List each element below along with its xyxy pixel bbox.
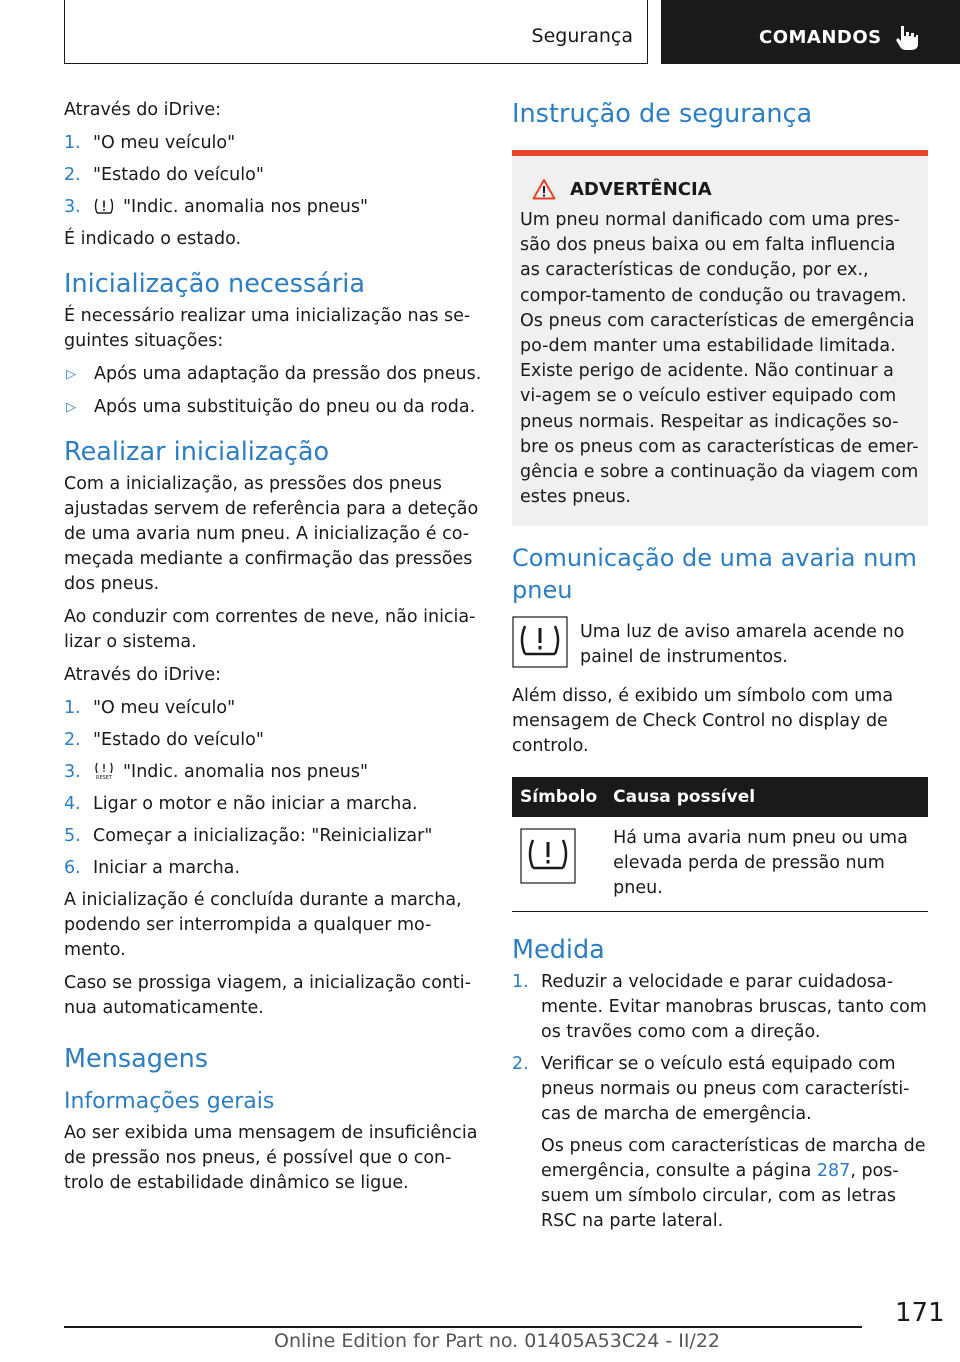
heading-general-info: Informações gerais — [64, 1089, 275, 1114]
symbol-table — [512, 777, 928, 912]
measure-list — [512, 970, 928, 1127]
init-steps-list — [64, 696, 482, 881]
triangle-bullet-icon: ▷ — [66, 367, 76, 382]
footer-edition: Online Edition for Part no. 01405A53C24 - II/22 — [274, 1330, 721, 1352]
list-item: ▷ Após uma substituição do pneu ou da roda. — [64, 395, 482, 420]
tire-reset-icon — [93, 762, 115, 780]
do-init-paragraph-1: Com a inicialização, as pressões dos pneus ajustadas servem de referência para a deteção de uma avaria num pneu. A inicialização é co-meçada mediante a confirmação das pressões dos pneus. — [64, 474, 479, 594]
fault-lamp-row — [512, 616, 928, 670]
header-chapter-box — [661, 0, 960, 64]
warning-triangle-icon — [532, 178, 556, 200]
list-item: 1. "O meu veículo" — [64, 133, 236, 153]
warning-text: Um pneu normal danificado com uma pres-são dos pneus baixa ou em falta influencia as características de condução, por ex., compor-tamento de condução ou travagem. Os pneus com características de emergência po-dem manter uma estabilidade limitada. Existe perigo de acidente. Não continuar a vi-agem se o veículo estiver equipado com pneus normais. Respeitar as indicações so-bre os pneus com as características de emer-gência e sobre a continuação da viagem com estes pneus. — [520, 210, 919, 508]
list-item: 3. RESET "Indic. anomalia nos pneus" — [64, 762, 369, 782]
warning-title: ADVERTÊNCIA — [520, 178, 920, 200]
heading-do-init: Realizar inicialização — [64, 437, 330, 467]
svg-text:RESET: RESET — [95, 775, 113, 780]
table-cell-cause: Há uma avaria num pneu ou uma elevada perda de pressão num pneu. — [605, 817, 928, 912]
situations-list — [64, 362, 482, 420]
list-item: 1. "O meu veículo" — [64, 698, 236, 718]
general-info-text: Ao ser exibida uma mensagem de insuficiência de pressão nos pneus, é possível que o con-trolo de estabilidade dinâmico se ligue. — [64, 1123, 478, 1193]
right-column — [512, 98, 928, 1242]
list-item: 4. Ligar o motor e não iniciar a marcha. — [64, 794, 418, 814]
idrive-intro: Através do iDrive: — [64, 100, 222, 120]
header-section-title: Segurança — [531, 25, 633, 47]
tire-pressure-warning-icon — [512, 616, 568, 668]
heading-measure: Medida — [512, 935, 605, 966]
after-paragraph-1: A inicialização é concluída durante a marcha, podendo ser interrompida a qualquer mo-mento. — [64, 890, 462, 960]
fault-text: Além disso, é exibido um símbolo com uma mensagem de Check Control no display de controlo. — [512, 686, 894, 757]
do-init-paragraph-2: Ao conduzir com correntes de neve, não inicia-lizar o sistema. — [64, 607, 476, 652]
measure-extra-text: Os pneus com características de marcha de emergência, consulte a página 287, pos-suem um símbolo circular, com as letras RSC na parte lateral. — [541, 1136, 926, 1232]
table-header-symbol: Símbolo — [512, 777, 605, 817]
header-section-box — [64, 0, 648, 64]
heading-messages: Mensagens — [64, 1044, 209, 1074]
triangle-bullet-icon: ▷ — [66, 400, 76, 415]
page-number: 171 — [895, 1298, 945, 1328]
status-steps-list — [64, 131, 482, 220]
footer-divider — [64, 1326, 862, 1328]
status-text: É indicado o estado. — [64, 229, 242, 249]
list-item: 3. "Indic. anomalia nos pneus" — [64, 197, 369, 217]
page-reference-link[interactable]: 287 — [816, 1161, 851, 1182]
list-item: 1. Reduzir a velocidade e parar cuidadosa-mente. Evitar manobras bruscas, tanto com os travões como com a direção. — [512, 972, 927, 1043]
list-item: 2. "Estado do veículo" — [64, 730, 264, 750]
init-needed-text: É necessário realizar uma inicialização nas se-guintes situações: — [64, 306, 471, 351]
warning-box — [512, 156, 928, 526]
header-chapter-title: COMANDOS — [759, 27, 882, 48]
pointing-hand-icon — [893, 24, 919, 52]
after-paragraph-2: Caso se prossiga viagem, a inicialização conti-nua automaticamente. — [64, 973, 471, 1018]
heading-safety: Instrução de segurança — [512, 99, 813, 129]
tire-warning-icon — [93, 197, 115, 215]
idrive-intro-2: Através do iDrive: — [64, 665, 222, 685]
table-row — [512, 817, 928, 912]
tire-pressure-warning-icon — [520, 828, 576, 884]
list-item: ▷ Após uma adaptação da pressão dos pneus. — [64, 362, 482, 387]
left-column — [64, 98, 482, 1204]
heading-init-needed: Inicialização necessária — [64, 269, 365, 299]
fault-lamp-text: Uma luz de aviso amarela acende no painel de instrumentos. — [580, 622, 905, 668]
list-item: 2. "Estado do veículo" — [64, 165, 264, 185]
list-item: 6. Iniciar a marcha. — [64, 858, 240, 878]
heading-fault: Comunicação de uma avaria num pneu — [512, 544, 917, 605]
list-item: 2. Verificar se o veículo está equipado com pneus normais ou pneus com característi-cas de marcha de emergência. — [512, 1054, 910, 1125]
table-header-cause: Causa possível — [605, 777, 928, 817]
list-item: 5. Começar a inicialização: "Reinicializar" — [64, 826, 433, 846]
